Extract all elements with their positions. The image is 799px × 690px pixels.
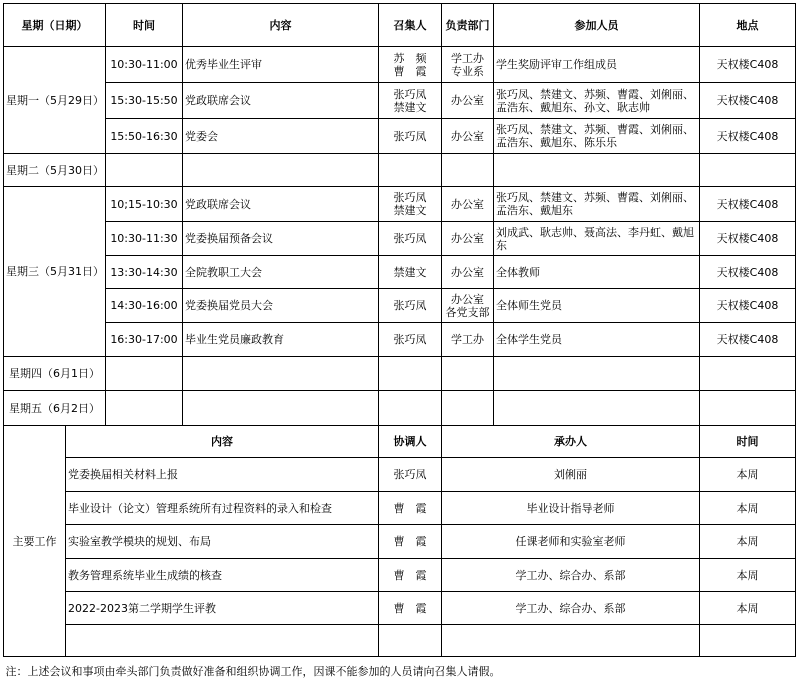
work-handler: 刘俐丽: [442, 458, 700, 492]
work-coordinator: 曹 霞: [379, 592, 442, 625]
work-coordinator: 曹 霞: [379, 492, 442, 525]
meeting-participants: 学生奖励评审工作组成员: [494, 47, 700, 83]
header-time: 时间: [106, 4, 183, 47]
meeting-time: 10;15-10:30: [106, 187, 183, 222]
meeting-convener: 张巧凤: [379, 289, 442, 323]
header-participants: 参加人员: [494, 4, 700, 47]
meeting-time: 16:30-17:00: [106, 323, 183, 357]
meeting-location: 天权楼C408: [700, 222, 796, 256]
meeting-location: 天权楼C408: [700, 83, 796, 119]
table-row: [4, 119, 796, 154]
table-row: [4, 289, 796, 323]
table-row: [4, 357, 796, 391]
note-row: [4, 657, 796, 686]
meeting-participants: 全体教师: [494, 256, 700, 289]
meeting-convener: 张巧凤: [379, 119, 442, 154]
table-row: [4, 154, 796, 187]
meeting-location: 天权楼C408: [700, 119, 796, 154]
day-cell-monday: 星期一（5月29日）: [4, 47, 106, 154]
meeting-location: 天权楼C408: [700, 289, 796, 323]
meeting-content: 全院教职工大会: [183, 256, 379, 289]
header-row: [4, 4, 796, 47]
day-cell-friday: 星期五（6月2日）: [4, 391, 106, 426]
meeting-time: 13:30-14:30: [106, 256, 183, 289]
meeting-dept: 办公室: [442, 119, 494, 154]
work-content: 2022-2023第二学期学生评教: [66, 592, 379, 625]
table-row: [4, 222, 796, 256]
meeting-content: 党委换届预备会议: [183, 222, 379, 256]
work-coordinator: 张巧凤: [379, 458, 442, 492]
table-row: [4, 256, 796, 289]
work-content: 党委换届相关材料上报: [66, 458, 379, 492]
work-content: 教务管理系统毕业生成绩的核查: [66, 559, 379, 592]
table-row: [4, 391, 796, 426]
work-handler: 学工办、综合办、系部: [442, 559, 700, 592]
work-time: 本周: [700, 492, 796, 525]
main-work-header-row: [4, 426, 796, 458]
header-convener: 召集人: [379, 4, 442, 47]
footer-note: 注：上述会议和事项由牵头部门负责做好准备和组织协调工作，因课不能参加的人员请向召集人请假。: [5, 664, 501, 678]
table-row: [4, 83, 796, 119]
meeting-time: 15:30-15:50: [106, 83, 183, 119]
main-work-header-handler: 承办人: [442, 426, 700, 458]
meeting-time: 10:30-11:30: [106, 222, 183, 256]
meeting-content: 党委换届党员大会: [183, 289, 379, 323]
work-handler: 学工办、综合办、系部: [442, 592, 700, 625]
meeting-dept: 办公室 各党支部: [442, 289, 494, 323]
meeting-dept: 办公室: [442, 256, 494, 289]
work-time: 本周: [700, 458, 796, 492]
header-location: 地点: [700, 4, 796, 47]
table-row: [4, 47, 796, 83]
table-row: [4, 625, 796, 657]
table-row: [4, 525, 796, 559]
header-dept: 负责部门: [442, 4, 494, 47]
main-work-header-content: 内容: [66, 426, 379, 458]
header-content: 内容: [183, 4, 379, 47]
meeting-content: 党委会: [183, 119, 379, 154]
header-day: 星期（日期）: [4, 4, 106, 47]
meeting-dept: 学工办 专业系: [442, 47, 494, 83]
main-work-header-coordinator: 协调人: [379, 426, 442, 458]
meeting-dept: 办公室: [442, 187, 494, 222]
meeting-time: 14:30-16:00: [106, 289, 183, 323]
meeting-time: 10:30-11:00: [106, 47, 183, 83]
work-content: 毕业设计（论文）管理系统所有过程资料的录入和检查: [66, 492, 379, 525]
meeting-time: 15:50-16:30: [106, 119, 183, 154]
meeting-convener: 张巧凤 禁建文: [379, 187, 442, 222]
meeting-convener: 张巧凤: [379, 323, 442, 357]
meeting-participants: 张巧凤、禁建文、苏频、曹霞、刘俐丽、 孟浩东、戴旭东、陈乐乐: [494, 119, 700, 154]
work-coordinator: 曹 霞: [379, 525, 442, 559]
work-handler: 毕业设计指导老师: [442, 492, 700, 525]
meeting-participants: 刘成武、耿志帅、聂高法、李丹虹、戴旭 东: [494, 222, 700, 256]
table-row: [4, 323, 796, 357]
meeting-convener: 苏 频 曹 霞: [379, 47, 442, 83]
meeting-location: 天权楼C408: [700, 256, 796, 289]
work-handler: 任课老师和实验室老师: [442, 525, 700, 559]
meeting-participants: 全体学生党员: [494, 323, 700, 357]
day-cell-thursday: 星期四（6月1日）: [4, 357, 106, 391]
table-row: [4, 559, 796, 592]
meeting-convener: 张巧凤 禁建文: [379, 83, 442, 119]
meeting-content: 党政联席会议: [183, 83, 379, 119]
day-cell-wednesday: 星期三（5月31日）: [4, 187, 106, 357]
meeting-dept: 办公室: [442, 222, 494, 256]
work-content: 实验室教学模块的规划、布局: [66, 525, 379, 559]
main-work-label: 主要工作: [4, 426, 66, 657]
table-row: [4, 592, 796, 625]
work-coordinator: 曹 霞: [379, 559, 442, 592]
meeting-content: 党政联席会议: [183, 187, 379, 222]
meeting-location: 天权楼C408: [700, 187, 796, 222]
main-work-header-time: 时间: [700, 426, 796, 458]
meeting-content: 优秀毕业生评审: [183, 47, 379, 83]
meeting-location: 天权楼C408: [700, 47, 796, 83]
table-row: [4, 492, 796, 525]
day-cell-tuesday: 星期二（5月30日）: [4, 154, 106, 187]
work-time: 本周: [700, 525, 796, 559]
meeting-convener: 张巧凤: [379, 222, 442, 256]
meeting-location: 天权楼C408: [700, 323, 796, 357]
meeting-dept: 办公室: [442, 83, 494, 119]
meeting-participants: 全体师生党员: [494, 289, 700, 323]
meeting-convener: 禁建文: [379, 256, 442, 289]
meeting-participants: 张巧凤、禁建文、苏频、曹霞、刘俐丽、 孟浩东、戴旭东、孙文、耿志帅: [494, 83, 700, 119]
work-time: 本周: [700, 559, 796, 592]
meeting-content: 毕业生党员廉政教育: [183, 323, 379, 357]
table-row: [4, 187, 796, 222]
meeting-participants: 张巧凤、禁建文、苏频、曹霞、刘俐丽、 孟浩东、戴旭东: [494, 187, 700, 222]
table-row: [4, 458, 796, 492]
work-time: 本周: [700, 592, 796, 625]
meeting-dept: 学工办: [442, 323, 494, 357]
weekly-schedule-table: [3, 3, 796, 685]
